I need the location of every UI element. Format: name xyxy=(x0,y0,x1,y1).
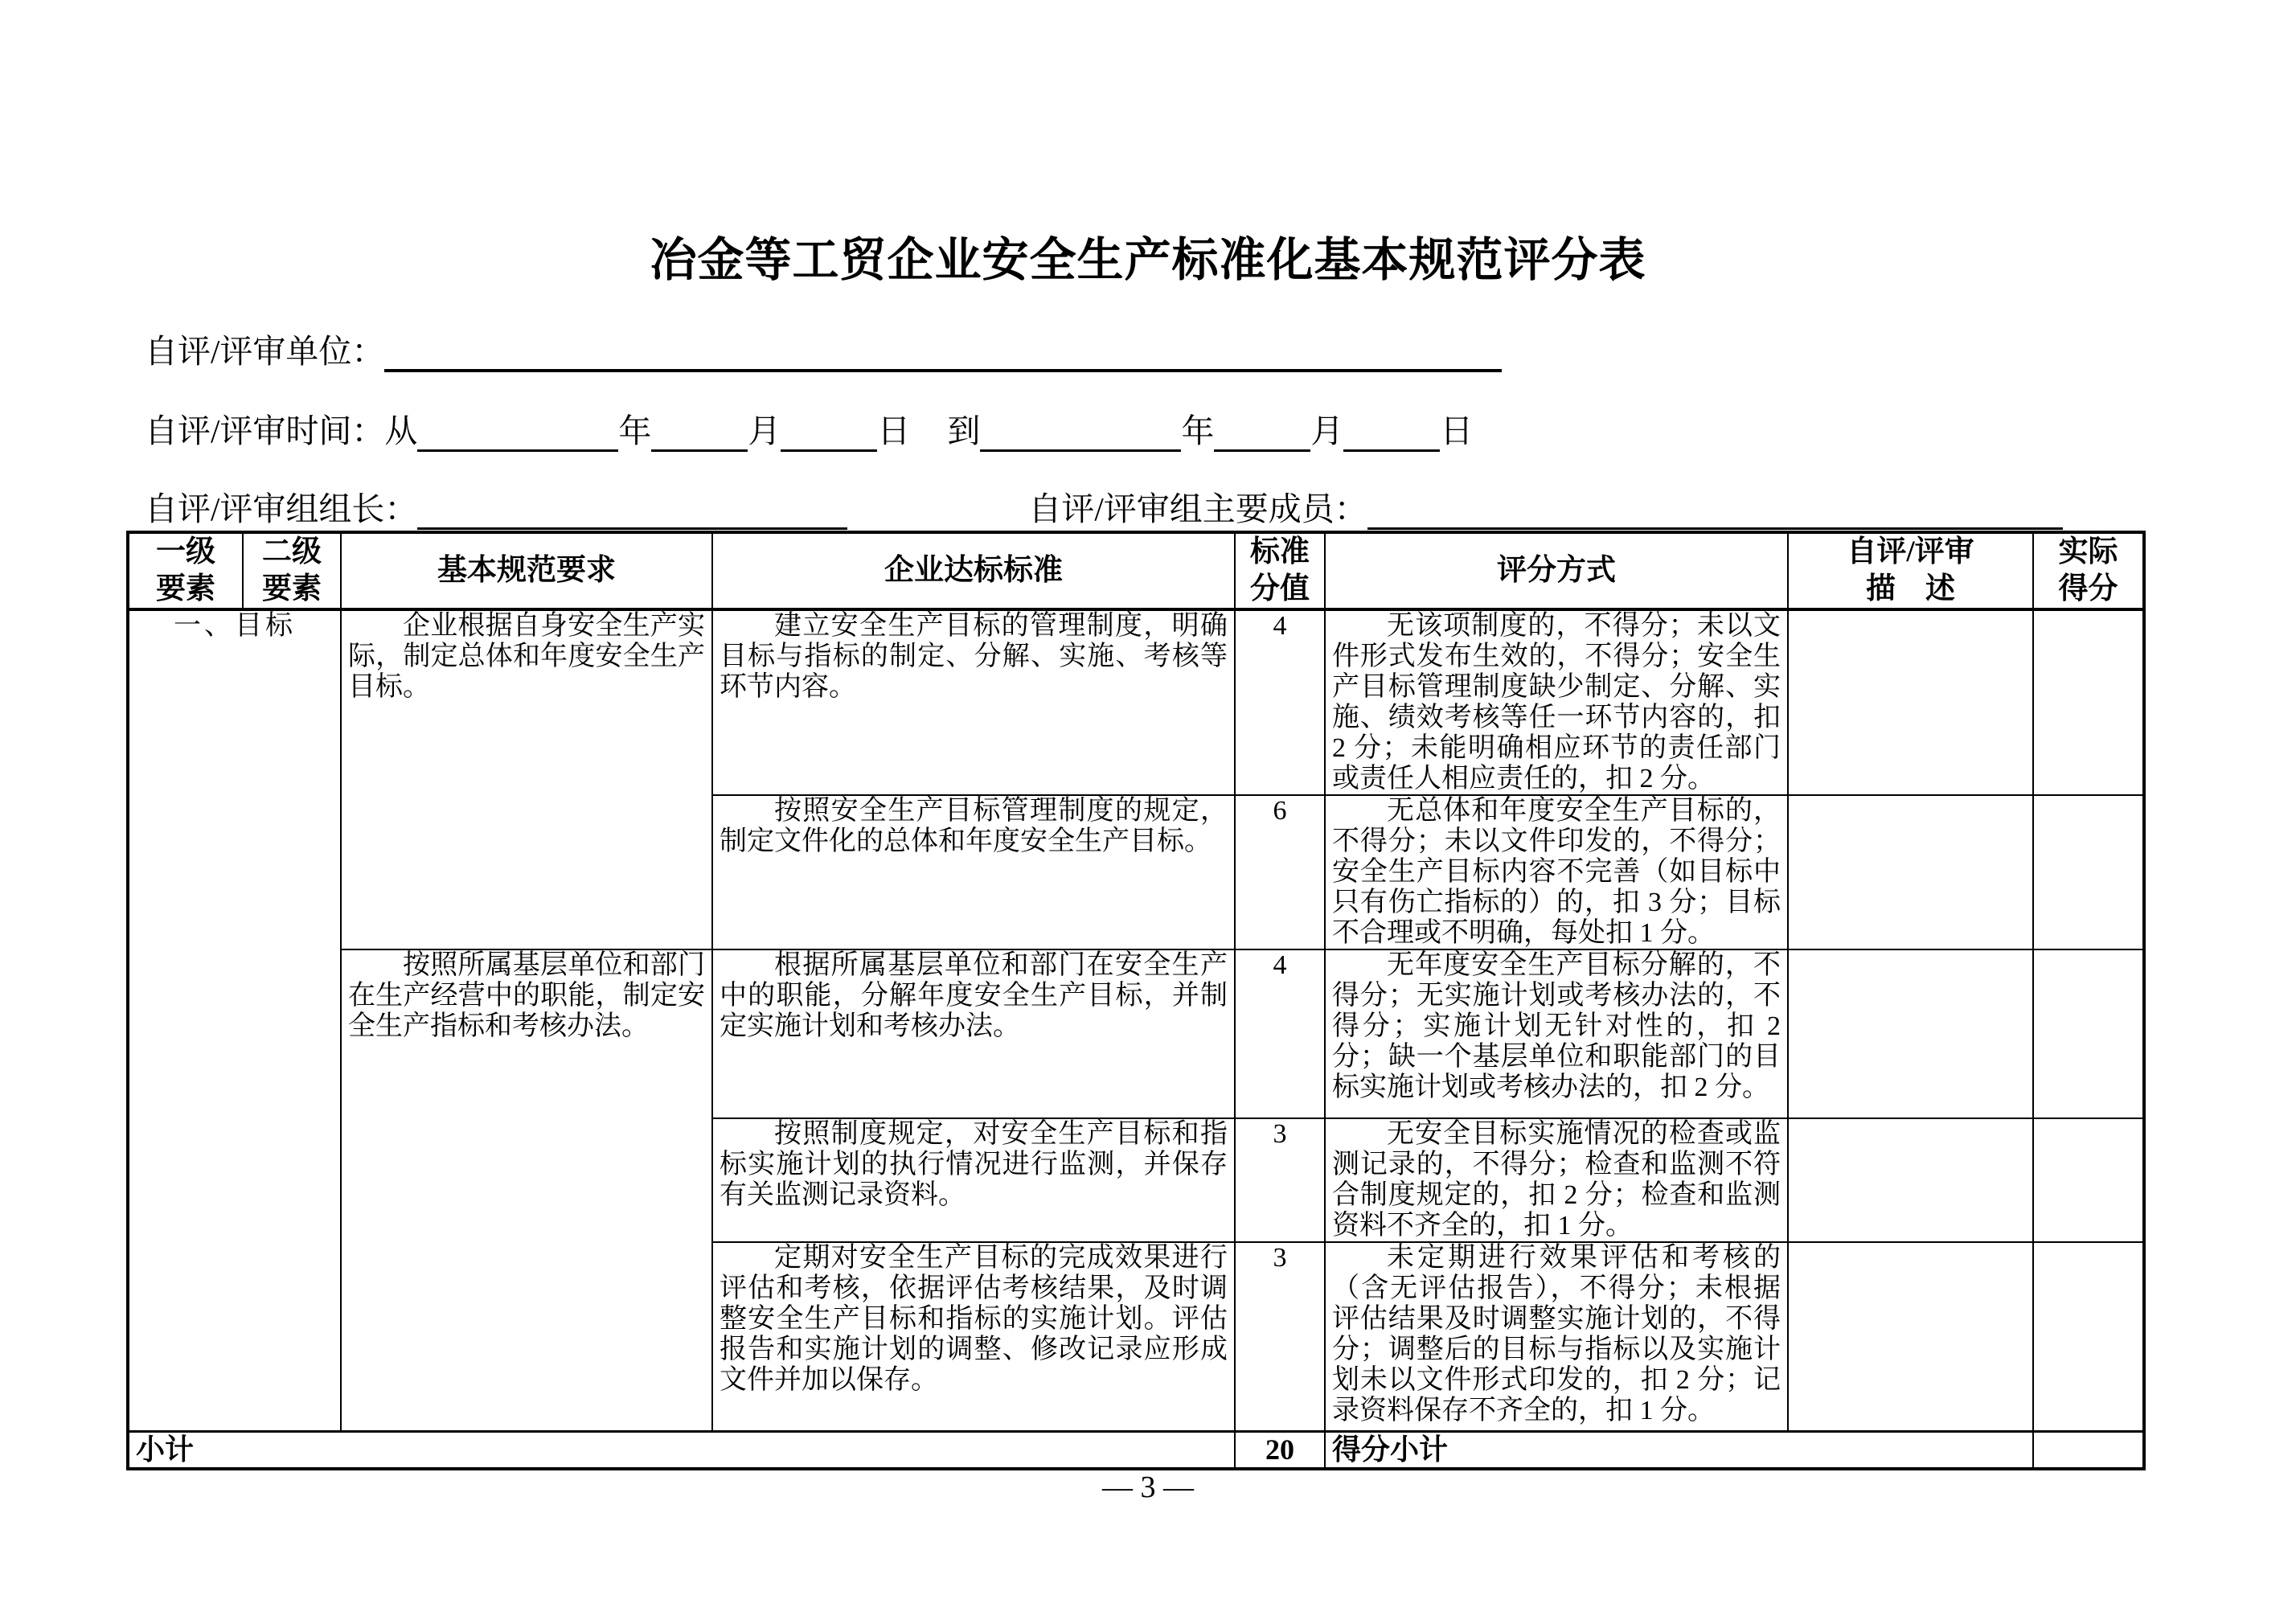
subtotal-row xyxy=(128,1431,2144,1469)
cell-score-5: 3 xyxy=(1235,1242,1325,1431)
to-month-blank-field[interactable] xyxy=(1214,411,1310,452)
cell-review-desc-5[interactable] xyxy=(1788,1242,2033,1431)
month-label-2: 月 xyxy=(1310,412,1344,449)
day-label-2: 日 xyxy=(1440,412,1474,449)
cell-review-desc-3[interactable] xyxy=(1788,949,2033,1118)
subtotal-score-label: 得分小计 xyxy=(1325,1431,2033,1469)
header-actual: 实际 得分 xyxy=(2033,532,2144,609)
year-label-2: 年 xyxy=(1181,412,1215,449)
members-label: 自评/评审组主要成员： xyxy=(1028,490,1367,527)
year-label-1: 年 xyxy=(618,412,652,449)
day-label-1: 日 xyxy=(877,412,911,449)
cell-standard-3: 根据所属基层单位和部门在安全生产中的职能，分解年度安全生产目标，并制定实施计划和考核办法。 xyxy=(712,949,1235,1118)
cell-review-desc-4[interactable] xyxy=(1788,1118,2033,1242)
cell-method-2: 无总体和年度安全生产目标的，不得分；未以文件印发的，不得分；安全生产目标内容不完善（如目标中只有伤亡指标的）的，扣 3 分；目标不合理或不明确，每处扣 1 分。 xyxy=(1325,795,1788,949)
cell-standard-2: 按照安全生产目标管理制度的规定，制定文件化的总体和年度安全生产目标。 xyxy=(712,795,1235,949)
cell-score-4: 3 xyxy=(1235,1118,1325,1242)
cell-method-1: 无该项制度的，不得分；未以文件形式发布生效的，不得分；安全生产目标管理制度缺少制定、分解、实施、绩效考核等任一环节内容的，扣 2 分；未能明确相应环节的责任部门或责任人相应责任的，扣 2 分。 xyxy=(1325,609,1788,795)
cell-actual-score-3[interactable] xyxy=(2033,949,2144,1118)
header-level1: 一级 要素 xyxy=(128,532,243,609)
cell-actual-score-4[interactable] xyxy=(2033,1118,2144,1242)
header-level2: 二级 要素 xyxy=(243,532,341,609)
cell-method-3: 无年度安全生产目标分解的，不得分；无实施计划或考核办法的，不得分；实施计划无针对性的，扣 2 分；缺一个基层单位和职能部门的目标实施计划或考核办法的，扣 2 分。 xyxy=(1325,949,1788,1118)
month-label-1: 月 xyxy=(748,412,781,449)
time-from-label: 从 xyxy=(384,412,418,449)
from-month-blank-field[interactable] xyxy=(651,411,748,452)
scoring-table xyxy=(126,531,2146,1470)
cell-actual-score-1[interactable] xyxy=(2033,609,2144,795)
header-method: 评分方式 xyxy=(1325,532,1788,609)
table-row xyxy=(128,609,2144,795)
from-year-blank-field[interactable] xyxy=(417,411,618,452)
members-blank-field[interactable] xyxy=(1367,489,2063,530)
cell-score-3: 4 xyxy=(1235,949,1325,1118)
header-standard: 企业达标标准 xyxy=(712,532,1235,609)
cell-standard-4: 按照制度规定，对安全生产目标和指标实施计划的执行情况进行监测，并保存有关监测记录资料。 xyxy=(712,1118,1235,1242)
cell-category: 一、目标 xyxy=(128,609,341,1431)
cell-method-5: 未定期进行效果评估和考核的（含无评估报告），不得分；未根据评估结果及时调整实施计划的，不得分；调整后的目标与指标以及实施计划未以文件形式印发的，扣 2 分；记录资料保存不齐全的，扣 1 分。 xyxy=(1325,1242,1788,1431)
page-title: 冶金等工贸企业安全生产标准化基本规范评分表 xyxy=(650,234,1646,286)
header-review: 自评/评审 描 述 xyxy=(1788,532,2033,609)
cell-review-desc-1[interactable] xyxy=(1788,609,2033,795)
cell-actual-score-5[interactable] xyxy=(2033,1242,2144,1431)
cell-standard-1: 建立安全生产目标的管理制度，明确目标与指标的制定、分解、实施、考核等环节内容。 xyxy=(712,609,1235,795)
cell-requirement-1: 企业根据自身安全生产实际，制定总体和年度安全生产目标。 xyxy=(341,609,712,949)
table-header-row xyxy=(128,532,2144,609)
form-line-time xyxy=(145,404,1473,452)
cell-method-4: 无安全目标实施情况的检查或监测记录的，不得分；检查和监测不符合制度规定的，扣 2 分；检查和监测资料不齐全的，扣 1 分。 xyxy=(1325,1118,1788,1242)
time-to-label: 到 xyxy=(947,412,981,449)
table-row xyxy=(128,949,2144,1118)
from-day-blank-field[interactable] xyxy=(781,411,877,452)
unit-label: 自评/评审单位： xyxy=(145,333,385,370)
subtotal-actual-score[interactable] xyxy=(2033,1431,2144,1469)
leader-blank-field[interactable] xyxy=(417,489,847,530)
form-line-team xyxy=(145,482,2063,530)
cell-score-2: 6 xyxy=(1235,795,1325,949)
cell-requirement-2: 按照所属基层单位和部门在生产经营中的职能，制定安全生产指标和考核办法。 xyxy=(341,949,712,1431)
cell-actual-score-2[interactable] xyxy=(2033,795,2144,949)
cell-standard-5: 定期对安全生产目标的完成效果进行评估和考核，依据评估考核结果，及时调整安全生产目标和指标的实施计划。评估报告和实施计划的调整、修改记录应形成文件并加以保存。 xyxy=(712,1242,1235,1431)
subtotal-label: 小计 xyxy=(128,1431,1235,1469)
header-requirement: 基本规范要求 xyxy=(341,532,712,609)
cell-score-1: 4 xyxy=(1235,609,1325,795)
header-score: 标准 分值 xyxy=(1235,532,1325,609)
to-day-blank-field[interactable] xyxy=(1343,411,1440,452)
subtotal-standard-score: 20 xyxy=(1235,1431,1325,1469)
cell-review-desc-2[interactable] xyxy=(1788,795,2033,949)
to-year-blank-field[interactable] xyxy=(980,411,1181,452)
unit-blank-field[interactable] xyxy=(384,330,1502,372)
leader-label: 自评/评审组组长： xyxy=(145,490,418,527)
form-line-unit xyxy=(145,325,1502,372)
page-number: — 3 — xyxy=(1102,1470,1194,1504)
time-label: 自评/评审时间： xyxy=(145,412,385,449)
